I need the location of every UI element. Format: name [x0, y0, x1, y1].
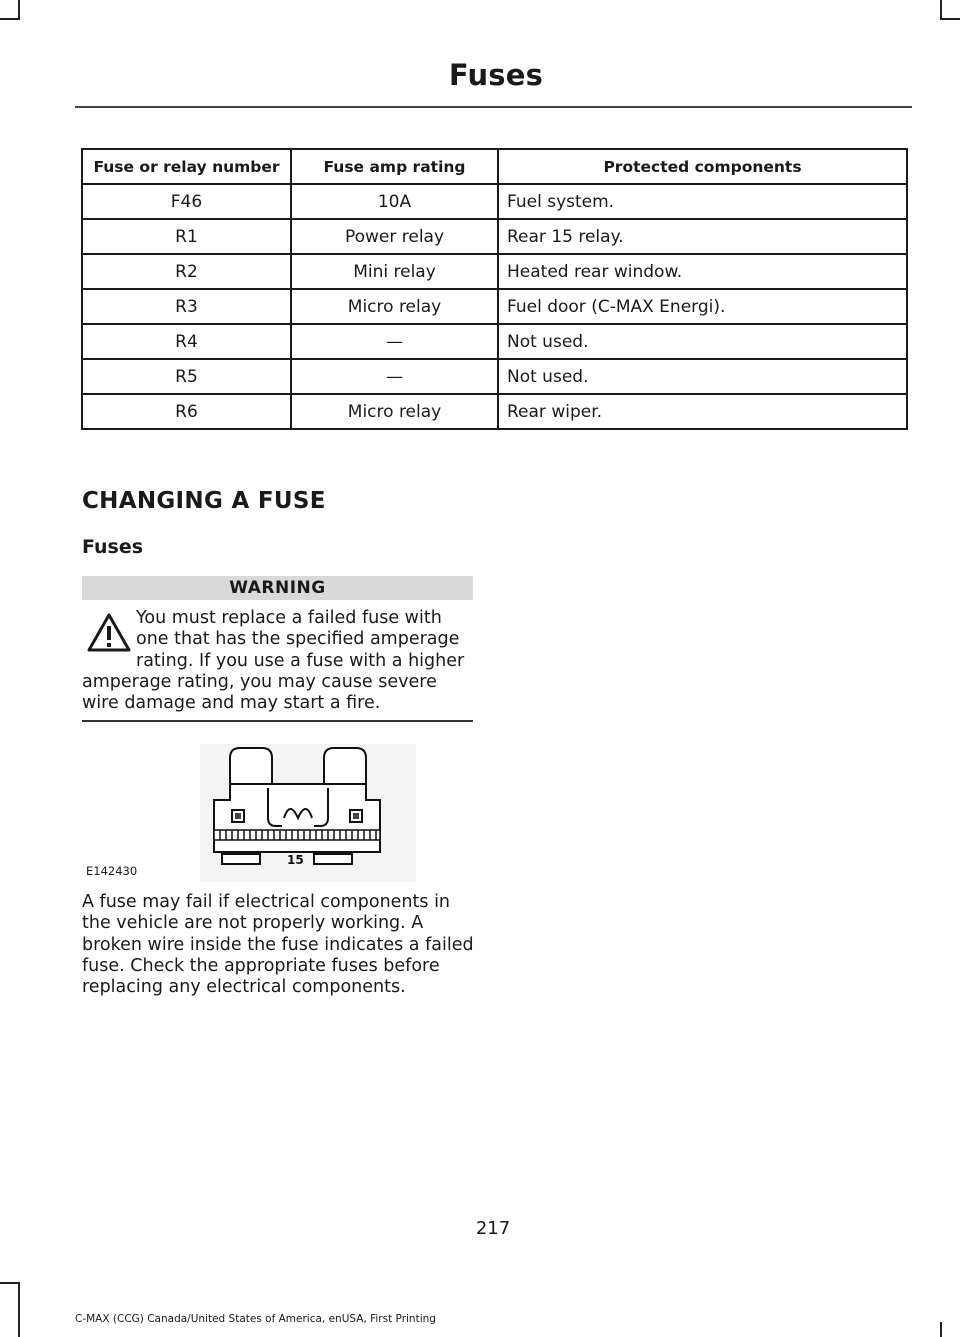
amp-rating-cell: Mini relay — [291, 254, 498, 289]
fuse-number-cell: R1 — [82, 219, 291, 254]
warning-text: You must replace a failed fuse with one that has the specified amperage rating. If you use a fuse with a higher amperage rating, you may cause severe wire damage and may start a fire. — [82, 608, 465, 714]
component-cell: Not used. — [498, 324, 907, 359]
figure-code: E142430 — [86, 864, 138, 878]
table-row — [82, 219, 907, 254]
component-cell: Fuel system. — [498, 184, 907, 219]
crop-mark — [0, 18, 20, 20]
crop-mark — [940, 18, 960, 20]
amp-rating-cell: 10A — [291, 184, 498, 219]
section-subheading: Fuses — [82, 536, 144, 558]
crop-mark — [0, 1282, 20, 1284]
component-cell: Rear wiper. — [498, 394, 907, 429]
amp-rating-cell: Micro relay — [291, 394, 498, 429]
column-header: Fuse amp rating — [291, 149, 498, 184]
page-title: Fuses — [448, 58, 544, 92]
crop-mark — [18, 1282, 20, 1337]
warning-text-block — [82, 608, 474, 714]
crop-mark — [18, 0, 20, 18]
fuse-rating-label: 15 — [287, 853, 304, 867]
warning-triangle-icon — [86, 612, 132, 654]
warning-label: WARNING — [82, 576, 473, 600]
amp-rating-cell: — — [291, 359, 498, 394]
table-row — [82, 289, 907, 324]
column-header: Protected components — [498, 149, 907, 184]
fuse-number-cell: F46 — [82, 184, 291, 219]
component-cell: Fuel door (C-MAX Energi). — [498, 289, 907, 324]
header-rule — [75, 106, 912, 108]
fuse-number-cell: R6 — [82, 394, 291, 429]
table-row — [82, 254, 907, 289]
component-cell: Not used. — [498, 359, 907, 394]
component-cell: Heated rear window. — [498, 254, 907, 289]
crop-mark — [940, 0, 942, 18]
fuse-number-cell: R5 — [82, 359, 291, 394]
amp-rating-cell: Power relay — [291, 219, 498, 254]
amp-rating-cell: Micro relay — [291, 289, 498, 324]
fuse-illustration — [200, 744, 416, 882]
component-cell: Rear 15 relay. — [498, 219, 907, 254]
footer-text: C-MAX (CCG) Canada/United States of America, enUSA, First Printing — [75, 1313, 436, 1325]
table-row — [82, 184, 907, 219]
amp-rating-cell: — — [291, 324, 498, 359]
fuse-number-cell: R3 — [82, 289, 291, 324]
table-row — [82, 359, 907, 394]
body-paragraph: A fuse may fail if electrical components in the vehicle are not properly working. A broken wire inside the fuse indicates a failed fuse. Check the appropriate fuses before replacing any electrical components. — [82, 892, 474, 998]
table-row — [82, 324, 907, 359]
section-heading: CHANGING A FUSE — [82, 488, 326, 514]
table-row — [82, 394, 907, 429]
crop-mark — [940, 1322, 942, 1337]
fuse-number-cell: R4 — [82, 324, 291, 359]
warning-rule — [82, 720, 473, 722]
page-number: 217 — [475, 1218, 511, 1239]
fuse-table — [81, 148, 908, 430]
table-header-row — [82, 149, 907, 184]
fuse-number-cell: R2 — [82, 254, 291, 289]
column-header: Fuse or relay number — [82, 149, 291, 184]
